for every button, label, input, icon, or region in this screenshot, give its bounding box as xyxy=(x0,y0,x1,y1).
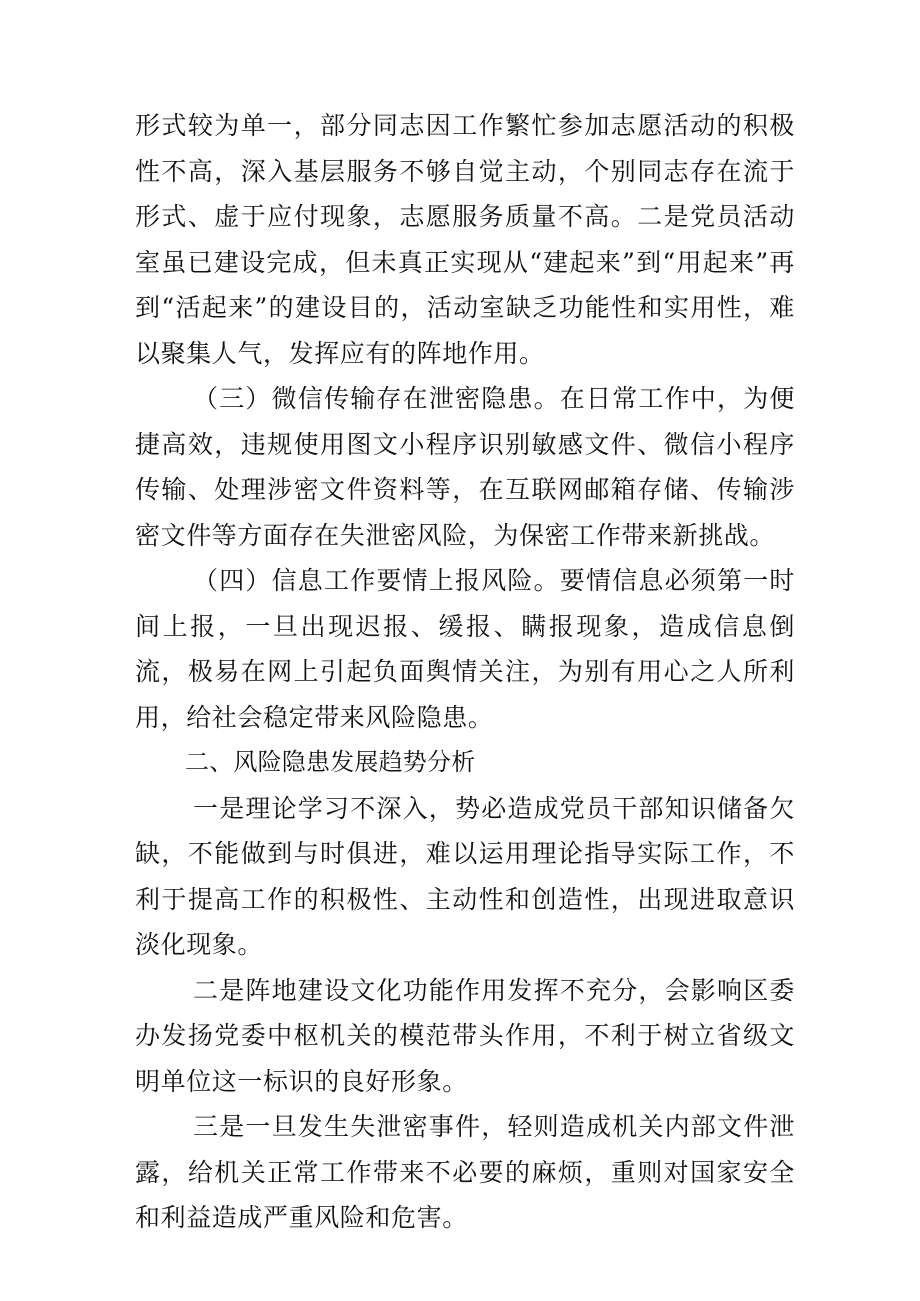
paragraph-info-report-risk: （四）信息工作要情上报风险。要情信息必须第一时间上报，一旦出现迟报、缓报、瞒报现象，造成信息倒流，极易在网上引起负面舆情关注，为别有用心之人所利用，给社会稳定带来风险隐患。 xyxy=(135,566,795,732)
paragraph-theory-study: 一是理论学习不深入，势必造成党员干部知识储备欠缺，不能做到与时俱进，难以运用理论指导实际工作，不利于提高工作的积极性、主动性和创造性，出现进取意识淡化现象。 xyxy=(135,793,795,959)
document-body xyxy=(135,103,795,1241)
section-heading-risk-trend: 二、风险隐患发展趋势分析 xyxy=(185,748,476,776)
paragraph-position-building: 二是阵地建设文化功能作用发挥不充分，会影响区委办发扬党委中枢机关的模范带头作用，不利于树立省级文明单位这一标识的良好形象。 xyxy=(135,975,795,1096)
paragraph-continuation: 形式较为单一，部分同志因工作繁忙参加志愿活动的积极性不高，深入基层服务不够自觉主动，个别同志存在流于形式、虚于应付现象，志愿服务质量不高。二是党员活动室虽已建设完成，但未真正实现从“建起来”到“用起来”再到“活起来”的建设目的，活动室缺乏功能性和实用性，难以聚集人气，发挥应有的阵地作用。 xyxy=(135,111,795,368)
paragraph-leak-incident: 三是一旦发生失泄密事件，轻则造成机关内部文件泄露，给机关正常工作带来不必要的麻烦，重则对国家安全和利益造成严重风险和危害。 xyxy=(135,1112,795,1232)
paragraph-wechat-leak-risk: （三）微信传输存在泄密隐患。在日常工作中，为便捷高效，违规使用图文小程序识别敏感文件、微信小程序传输、处理涉密文件资料等，在互联网邮箱存储、传输涉密文件等方面存在失泄密风险，为保密工作带来新挑战。 xyxy=(135,384,795,550)
